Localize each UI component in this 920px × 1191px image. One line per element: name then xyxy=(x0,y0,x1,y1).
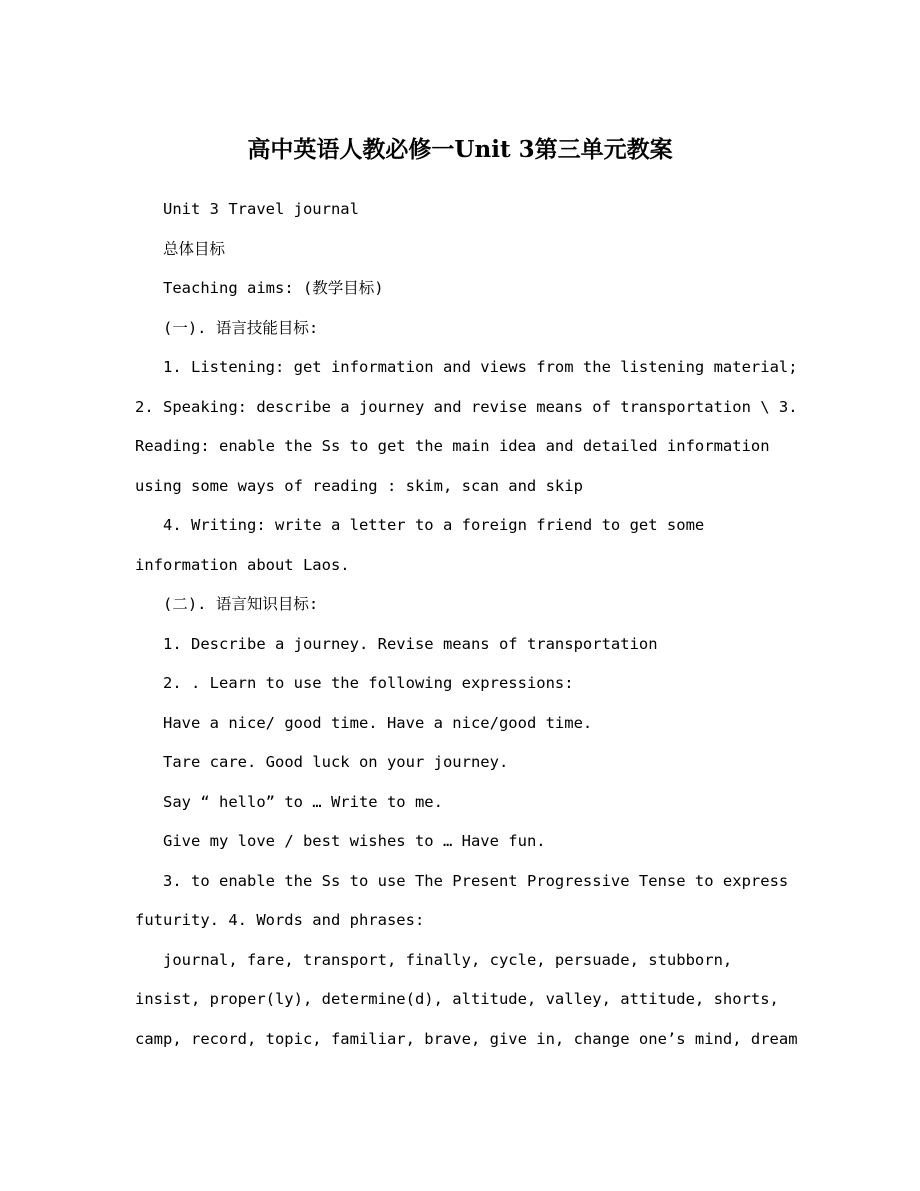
text-line: 1. Describe a journey. Revise means of transportation xyxy=(163,634,658,653)
text-line: 2. Speaking: describe a journey and revise means of transportation \ 3. xyxy=(135,397,798,416)
text-line: insist, proper(ly), determine(d), altitude, valley, attitude, shorts, xyxy=(135,990,779,1008)
text-line: Have a nice/ good time. Have a nice/good time. xyxy=(163,713,593,732)
text-line: 1. Listening: get information and views from the listening material; xyxy=(163,358,798,376)
text-line: Reading: enable the Ss to get the main idea and detailed information xyxy=(135,437,770,455)
text-line: journal, fare, transport, finally, cycle, persuade, stubborn, xyxy=(163,950,733,969)
text-line: 2. . Learn to use the following expressions: xyxy=(163,674,574,692)
text-line: camp, record, topic, familiar, brave, give in, change one’s mind, dream xyxy=(135,1029,798,1048)
text-line: Unit 3 Travel journal xyxy=(163,200,359,218)
document-body xyxy=(135,190,798,1059)
text-line: (一). 语言技能目标: xyxy=(163,318,319,337)
text-line: information about Laos. xyxy=(135,555,350,574)
text-line: 总体目标 xyxy=(163,239,226,258)
text-line: 4. Writing: write a letter to a foreign friend to get some xyxy=(163,516,705,534)
text-line: Say “ hello” to … Write to me. xyxy=(163,792,443,811)
document-title: 高中英语人教必修一Unit 3第三单元教案 xyxy=(247,136,673,163)
text-line: 3. to enable the Ss to use The Present Progressive Tense to express xyxy=(163,871,789,890)
text-line: (二). 语言知识目标: xyxy=(163,595,319,613)
text-line: Tare care. Good luck on your journey. xyxy=(163,753,509,771)
text-line: using some ways of reading : skim, scan and skip xyxy=(135,476,583,495)
text-line: Give my love / best wishes to … Have fun. xyxy=(163,832,546,850)
text-line: Teaching aims: (教学目标) xyxy=(163,279,384,297)
text-line: futurity. 4. Words and phrases: xyxy=(135,911,425,929)
